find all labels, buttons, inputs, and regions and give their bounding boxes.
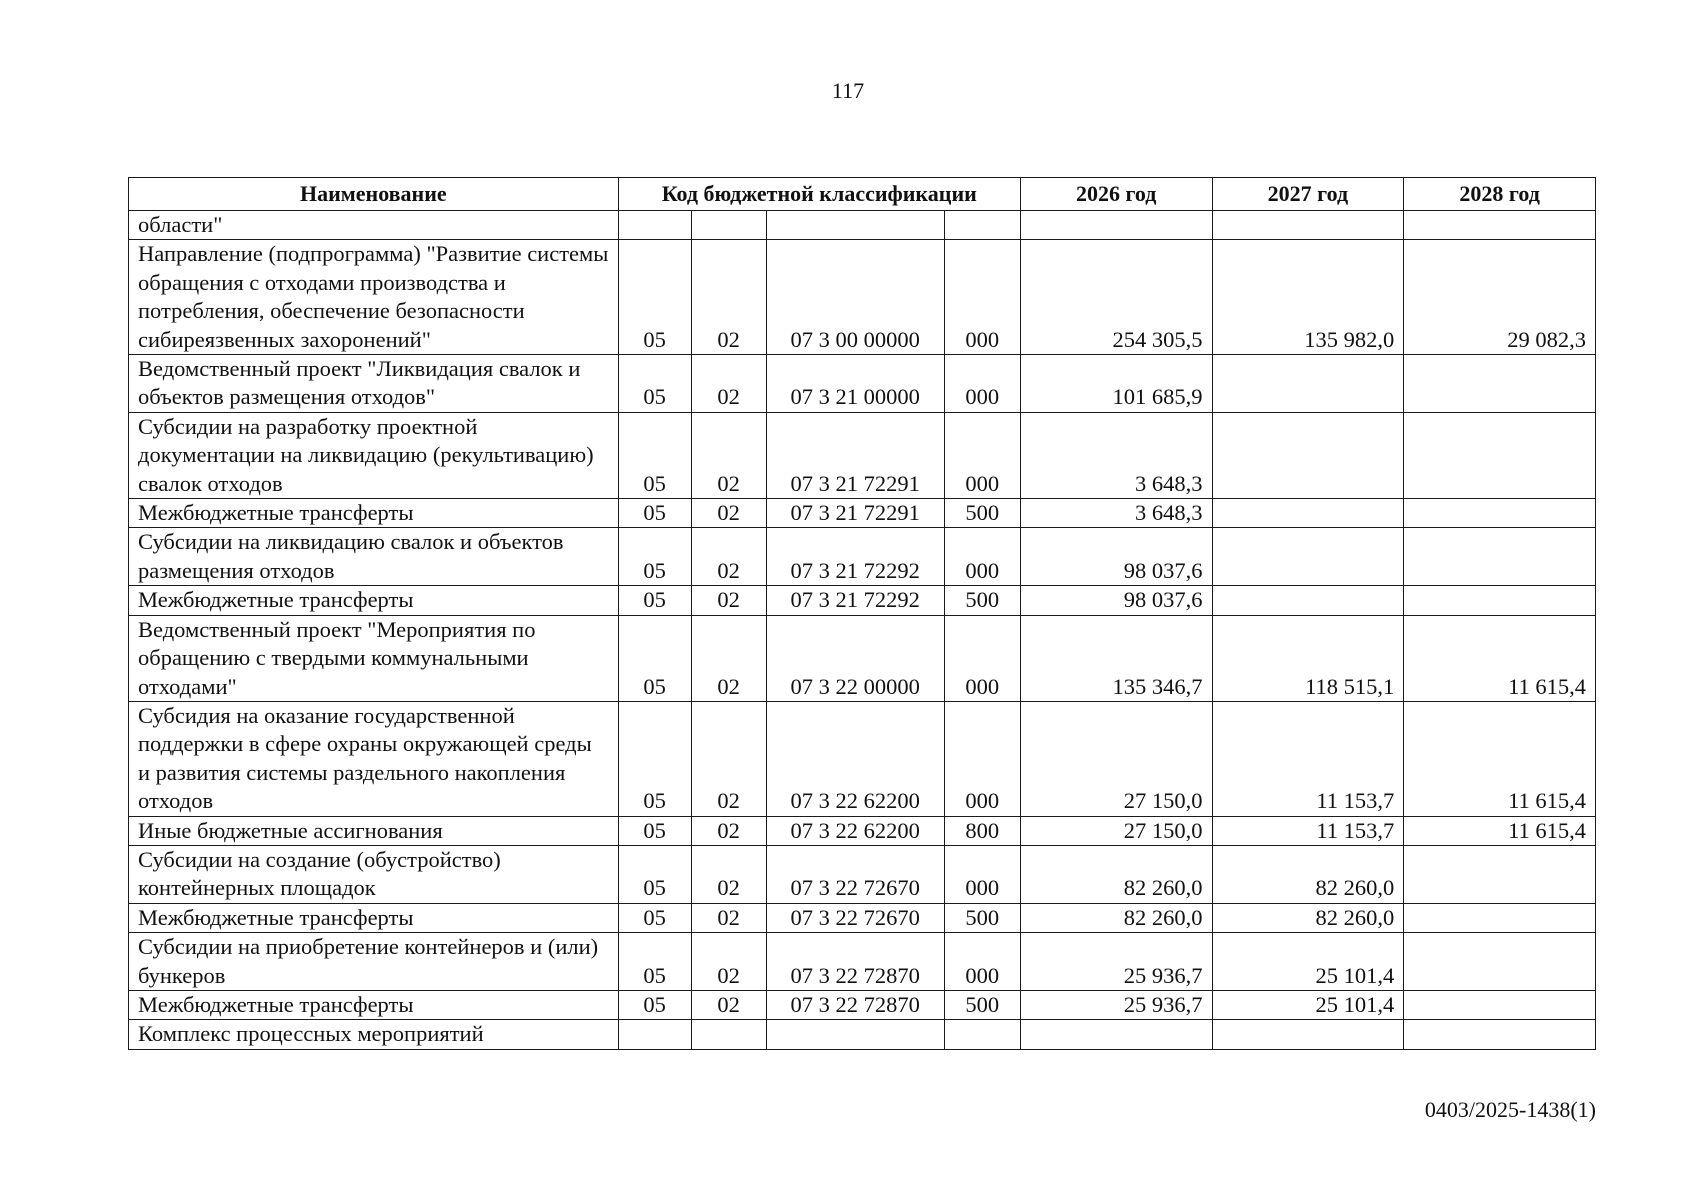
target-article-code — [766, 211, 944, 240]
section-code: 05 — [618, 990, 691, 1019]
amount-2028 — [1404, 355, 1596, 413]
row-name: Субсидии на разработку проектной документации на ликвидацию (рекультивацию) свалок отходов — [129, 412, 619, 498]
header-code: Код бюджетной классификации — [618, 178, 1020, 211]
row-name: Субсидии на создание (обустройство) контейнерных площадок — [129, 845, 619, 903]
target-article-code: 07 3 21 72291 — [766, 412, 944, 498]
amount-2026 — [1020, 1020, 1212, 1049]
amount-2028 — [1404, 990, 1596, 1019]
amount-2026: 25 936,7 — [1020, 990, 1212, 1019]
amount-2027 — [1212, 528, 1404, 586]
table-row — [129, 355, 1596, 413]
amount-2028 — [1404, 528, 1596, 586]
table-row — [129, 412, 1596, 498]
target-article-code: 07 3 22 72870 — [766, 933, 944, 991]
expense-type-code: 500 — [944, 499, 1020, 528]
table-row — [129, 615, 1596, 701]
target-article-code: 07 3 22 72670 — [766, 845, 944, 903]
subsection-code: 02 — [691, 903, 766, 932]
expense-type-code: 000 — [944, 701, 1020, 816]
amount-2026: 27 150,0 — [1020, 701, 1212, 816]
expense-type-code: 800 — [944, 816, 1020, 845]
amount-2028 — [1404, 412, 1596, 498]
row-name: Ведомственный проект "Ликвидация свалок и объектов размещения отходов" — [129, 355, 619, 413]
amount-2028 — [1404, 586, 1596, 615]
target-article-code: 07 3 00 00000 — [766, 240, 944, 355]
table-row — [129, 990, 1596, 1019]
row-name: области" — [129, 211, 619, 240]
target-article-code: 07 3 21 72292 — [766, 586, 944, 615]
target-article-code — [766, 1020, 944, 1049]
section-code: 05 — [618, 903, 691, 932]
table-row — [129, 1020, 1596, 1049]
amount-2026: 82 260,0 — [1020, 845, 1212, 903]
amount-2027: 82 260,0 — [1212, 845, 1404, 903]
header-2027: 2027 год — [1212, 178, 1404, 211]
target-article-code: 07 3 22 00000 — [766, 615, 944, 701]
subsection-code — [691, 1020, 766, 1049]
subsection-code: 02 — [691, 933, 766, 991]
expense-type-code: 500 — [944, 586, 1020, 615]
expense-type-code: 000 — [944, 412, 1020, 498]
amount-2028: 29 082,3 — [1404, 240, 1596, 355]
amount-2027: 135 982,0 — [1212, 240, 1404, 355]
amount-2027 — [1212, 355, 1404, 413]
amount-2027: 25 101,4 — [1212, 933, 1404, 991]
amount-2027 — [1212, 1020, 1404, 1049]
row-name: Комплекс процессных мероприятий — [129, 1020, 619, 1049]
subsection-code: 02 — [691, 412, 766, 498]
subsection-code — [691, 211, 766, 240]
row-name: Направление (подпрограмма) "Развитие системы обращения с отходами производства и потребления, обеспечение безопасности сибиреязвенных захоронений" — [129, 240, 619, 355]
section-code: 05 — [618, 528, 691, 586]
row-name: Иные бюджетные ассигнования — [129, 816, 619, 845]
budget-table — [128, 177, 1596, 1050]
amount-2027: 82 260,0 — [1212, 903, 1404, 932]
section-code: 05 — [618, 240, 691, 355]
table-body — [129, 211, 1596, 1050]
expense-type-code: 000 — [944, 845, 1020, 903]
amount-2026: 3 648,3 — [1020, 499, 1212, 528]
table-row — [129, 816, 1596, 845]
row-name: Межбюджетные трансферты — [129, 586, 619, 615]
subsection-code: 02 — [691, 816, 766, 845]
expense-type-code: 000 — [944, 933, 1020, 991]
row-name: Межбюджетные трансферты — [129, 903, 619, 932]
section-code: 05 — [618, 586, 691, 615]
amount-2027: 11 153,7 — [1212, 816, 1404, 845]
expense-type-code: 000 — [944, 528, 1020, 586]
row-name: Субсидия на оказание государственной поддержки в сфере охраны окружающей среды и развития системы раздельного накопления отходов — [129, 701, 619, 816]
section-code: 05 — [618, 355, 691, 413]
expense-type-code — [944, 1020, 1020, 1049]
expense-type-code: 500 — [944, 990, 1020, 1019]
target-article-code: 07 3 21 72292 — [766, 528, 944, 586]
table-row — [129, 903, 1596, 932]
amount-2026: 25 936,7 — [1020, 933, 1212, 991]
amount-2027: 25 101,4 — [1212, 990, 1404, 1019]
amount-2027: 11 153,7 — [1212, 701, 1404, 816]
amount-2026 — [1020, 211, 1212, 240]
amount-2028 — [1404, 903, 1596, 932]
document-number: 0403/2025-1438(1) — [1424, 1097, 1596, 1122]
target-article-code: 07 3 21 72291 — [766, 499, 944, 528]
amount-2026: 3 648,3 — [1020, 412, 1212, 498]
amount-2026: 135 346,7 — [1020, 615, 1212, 701]
amount-2028: 11 615,4 — [1404, 701, 1596, 816]
table-row — [129, 933, 1596, 991]
table-header-row — [129, 178, 1596, 211]
subsection-code: 02 — [691, 355, 766, 413]
table-row — [129, 528, 1596, 586]
subsection-code: 02 — [691, 586, 766, 615]
target-article-code: 07 3 22 62200 — [766, 701, 944, 816]
header-2028: 2028 год — [1404, 178, 1596, 211]
amount-2028 — [1404, 845, 1596, 903]
amount-2026: 254 305,5 — [1020, 240, 1212, 355]
header-name: Наименование — [129, 178, 619, 211]
amount-2028 — [1404, 1020, 1596, 1049]
row-name: Межбюджетные трансферты — [129, 499, 619, 528]
section-code: 05 — [618, 615, 691, 701]
table-row — [129, 586, 1596, 615]
table-row — [129, 240, 1596, 355]
expense-type-code: 000 — [944, 615, 1020, 701]
subsection-code: 02 — [691, 701, 766, 816]
section-code: 05 — [618, 933, 691, 991]
amount-2026: 98 037,6 — [1020, 528, 1212, 586]
amount-2028: 11 615,4 — [1404, 816, 1596, 845]
subsection-code: 02 — [691, 990, 766, 1019]
table-row — [129, 211, 1596, 240]
target-article-code: 07 3 22 72670 — [766, 903, 944, 932]
amount-2027 — [1212, 586, 1404, 615]
table-row — [129, 499, 1596, 528]
section-code: 05 — [618, 499, 691, 528]
subsection-code: 02 — [691, 845, 766, 903]
section-code: 05 — [618, 845, 691, 903]
target-article-code: 07 3 21 00000 — [766, 355, 944, 413]
row-name: Межбюджетные трансферты — [129, 990, 619, 1019]
target-article-code: 07 3 22 62200 — [766, 816, 944, 845]
target-article-code: 07 3 22 72870 — [766, 990, 944, 1019]
amount-2026: 82 260,0 — [1020, 903, 1212, 932]
subsection-code: 02 — [691, 615, 766, 701]
amount-2026: 27 150,0 — [1020, 816, 1212, 845]
section-code: 05 — [618, 701, 691, 816]
subsection-code: 02 — [691, 528, 766, 586]
expense-type-code: 500 — [944, 903, 1020, 932]
amount-2027 — [1212, 499, 1404, 528]
section-code: 05 — [618, 412, 691, 498]
amount-2028 — [1404, 933, 1596, 991]
amount-2028 — [1404, 499, 1596, 528]
table-row — [129, 845, 1596, 903]
section-code: 05 — [618, 816, 691, 845]
section-code — [618, 1020, 691, 1049]
amount-2027 — [1212, 211, 1404, 240]
row-name: Ведомственный проект "Мероприятия по обращению с твердыми коммунальными отходами" — [129, 615, 619, 701]
page-number: 117 — [831, 78, 865, 103]
amount-2027 — [1212, 412, 1404, 498]
row-name: Субсидии на приобретение контейнеров и (или) бункеров — [129, 933, 619, 991]
amount-2028 — [1404, 211, 1596, 240]
amount-2028: 11 615,4 — [1404, 615, 1596, 701]
expense-type-code: 000 — [944, 240, 1020, 355]
amount-2027: 118 515,1 — [1212, 615, 1404, 701]
subsection-code: 02 — [691, 240, 766, 355]
expense-type-code: 000 — [944, 355, 1020, 413]
amount-2026: 98 037,6 — [1020, 586, 1212, 615]
expense-type-code — [944, 211, 1020, 240]
amount-2026: 101 685,9 — [1020, 355, 1212, 413]
subsection-code: 02 — [691, 499, 766, 528]
table-row — [129, 701, 1596, 816]
row-name: Субсидии на ликвидацию свалок и объектов размещения отходов — [129, 528, 619, 586]
section-code — [618, 211, 691, 240]
header-2026: 2026 год — [1020, 178, 1212, 211]
